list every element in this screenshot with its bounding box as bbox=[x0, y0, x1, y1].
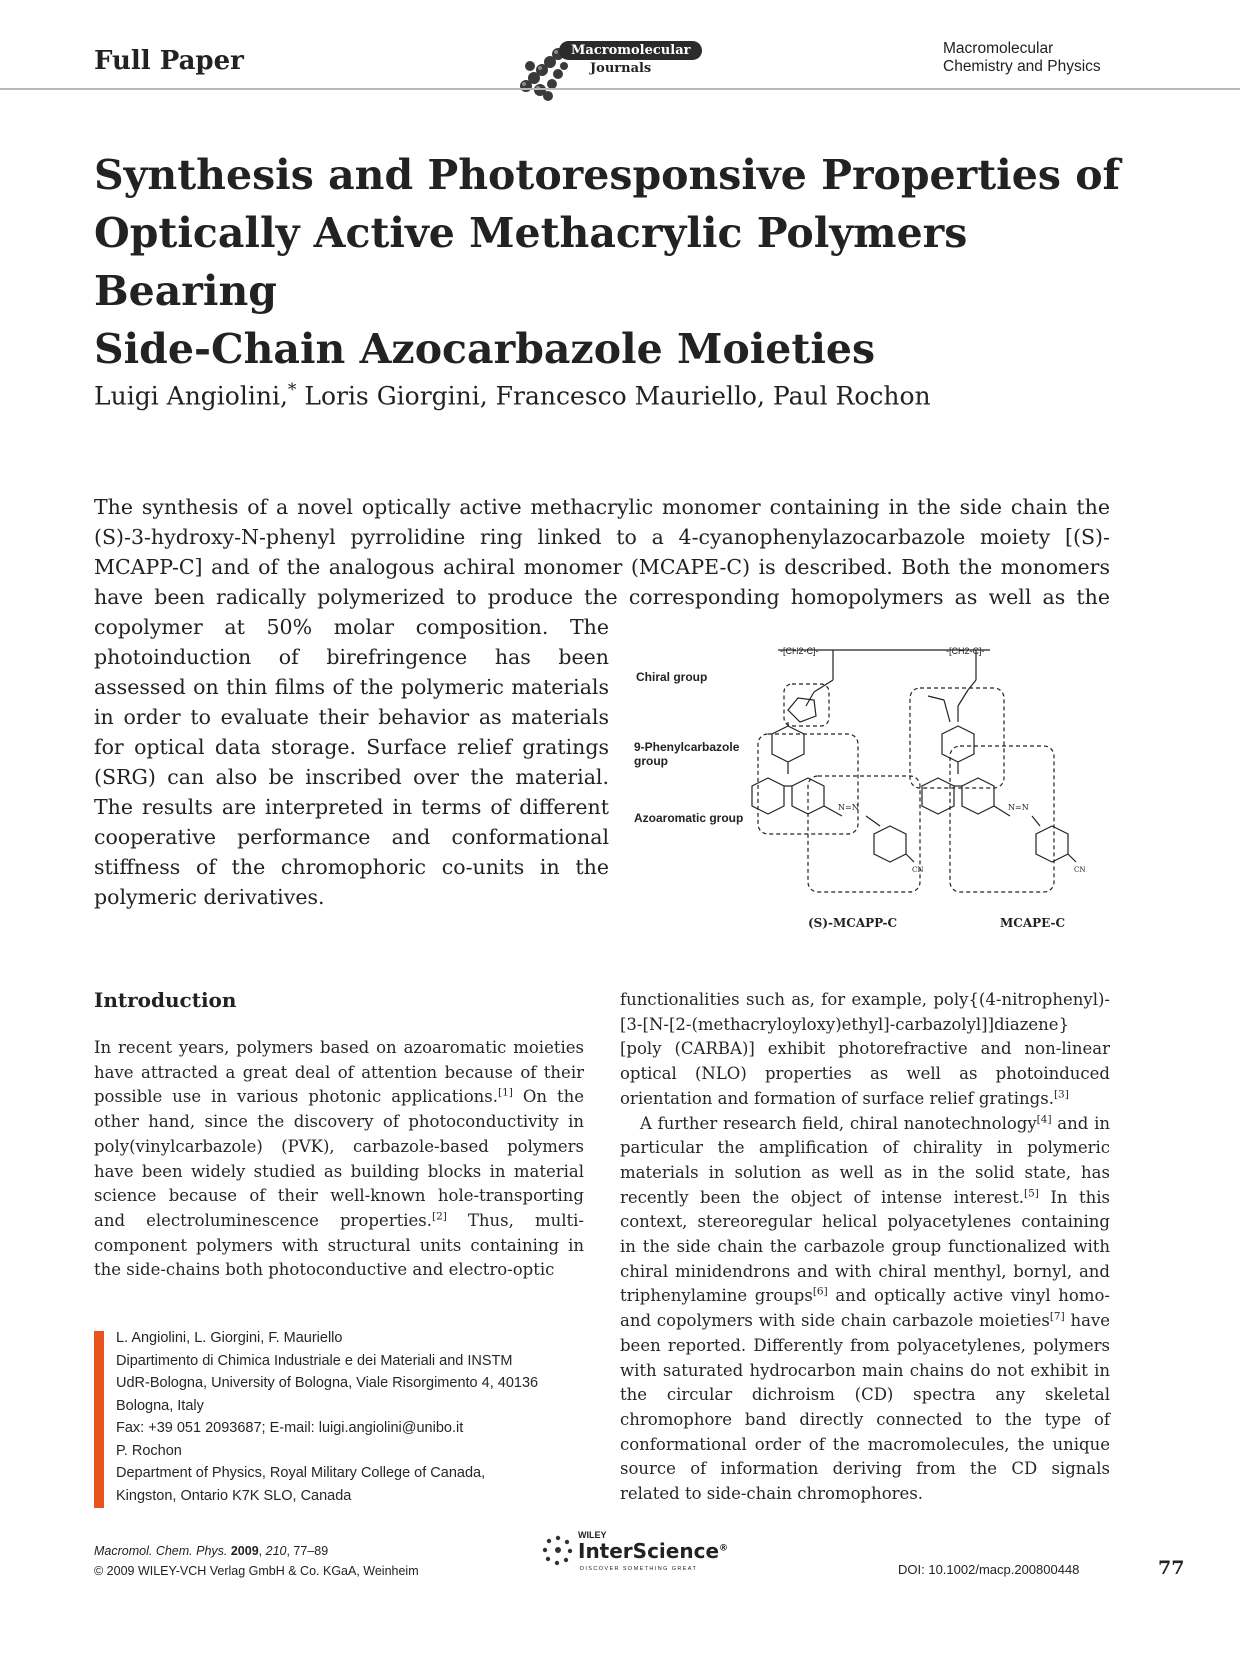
affiliation-contact: Fax: +39 051 2093687; E-mail: luigi.angiolini@unibo.it bbox=[116, 1420, 464, 1436]
intro-paragraph-1: In recent years, polymers based on azoaromatic moieties have attracted a great deal of attention because of their possible use in various photonic applications.[1] On the other hand, since the discovery of photoconductivity in poly(vinylcarbazole) (PVK), carbazole-based polymers have been widely studied as building blocks in material science because of their well-known hole-transporting and electroluminescence properties.[2] Thus, multi-component polymers with structural units containing in the side-chains both photoconductive and electro-optic bbox=[94, 1038, 585, 1280]
intro-paragraph-2: functionalities such as, for example, poly{(4-nitrophenyl)-[3-[N-[2-(methacryloyloxy)ethyl]-carbazolyl]]diazene} [poly (CARBA)] exhibit photorefractive and non-linear optical (NLO) properties as well as photoinduced orientation and formation of surface relief gratings.[3] bbox=[620, 990, 1110, 1108]
label-chiral-group: Chiral group bbox=[636, 670, 708, 684]
svg-text:-[CH2-C]-: -[CH2-C]- bbox=[946, 646, 985, 656]
introduction-right-column bbox=[620, 988, 1110, 1507]
svg-text:N=N: N=N bbox=[838, 803, 859, 812]
copyright: © 2009 WILEY-VCH Verlag GmbH & Co. KGaA, Weinheim bbox=[94, 1564, 419, 1578]
affiliation-line: L. Angiolini, L. Giorgini, F. Mauriello bbox=[116, 1330, 343, 1346]
citation-pages: , 77–89 bbox=[286, 1544, 329, 1558]
citation-volume: 210 bbox=[265, 1544, 287, 1558]
article-title bbox=[94, 146, 1154, 378]
label-phenylcarbazole-group bbox=[634, 740, 739, 768]
author-first: Luigi Angiolini, bbox=[94, 381, 288, 411]
wiley-globe-icon bbox=[540, 1532, 576, 1568]
journal-name-line2: Chemistry and Physics bbox=[943, 58, 1101, 75]
author-rest: Loris Giorgini, Francesco Mauriello, Paul Rochon bbox=[296, 381, 931, 411]
interscience-label: InterScience® bbox=[578, 1539, 729, 1563]
svg-text:CN: CN bbox=[1074, 866, 1086, 874]
title-line-2: Optically Active Methacrylic Polymers Bearing bbox=[94, 209, 968, 315]
affiliation-line: Bologna, Italy bbox=[116, 1397, 204, 1414]
wiley-interscience-logo bbox=[540, 1530, 730, 1580]
label-phenylcarbazole-line2: group bbox=[634, 754, 668, 768]
logo-text-journals: Journals bbox=[590, 61, 652, 76]
affiliation-line: UdR-Bologna, University of Bologna, Viale Risorgimento 4, 40136 bbox=[116, 1375, 539, 1391]
svg-text:CN: CN bbox=[912, 866, 924, 874]
svg-text:-[CH2-C]-: -[CH2-C]- bbox=[780, 646, 819, 656]
abstract-line-3: MCAPP-C] and of the analogous achiral monomer (MCAPE-C) is described. Both the monomers bbox=[94, 555, 1110, 579]
label-azoaromatic-group: Azoaromatic group bbox=[634, 811, 744, 825]
header-rule bbox=[0, 88, 1240, 90]
intro-paragraph-3: A further research field, chiral nanotechnology[4] and in particular the amplification of chirality in polymeric materials in solution as well as in the solid state, has recently been the object of intense interest.[5] In this context, stereoregular helical polyacetylenes containing in the side chain the carbazole group functionalized with chiral minidendrons and with chiral menthyl, bornyl, and triphenylamine groups[6] and optically active vinyl homo- and copolymers with side chain carbazole moieties[7] have been reported. Differently from polyacetylenes, polymers with saturated hydrocarbon main chains do not exhibit in the circular dichroism (CD) spectra any skeletal chromophore band directly connected to the type of conformational order of the macromolecules, the unique source of information deriving from the CD signals related to side-chain chromophores. bbox=[620, 1113, 1111, 1504]
caption-mcapp-c: (S)-MCAPP-C bbox=[808, 916, 898, 930]
affiliation-line: Kingston, Ontario K7K SLO, Canada bbox=[116, 1487, 352, 1504]
author-list bbox=[94, 380, 931, 410]
corresponding-author-mark: * bbox=[287, 380, 297, 400]
citation-journal: Macromol. Chem. Phys. bbox=[94, 1544, 228, 1558]
introduction-left-column bbox=[94, 1036, 584, 1283]
abstract-line-4: have been radically polymerized to produce the corresponding homopolymers as well as the bbox=[94, 585, 1110, 609]
title-line-3: Side-Chain Azocarbazole Moieties bbox=[94, 325, 876, 373]
toc-graphic bbox=[628, 626, 1118, 942]
journal-name bbox=[943, 40, 1101, 76]
affiliation-block bbox=[116, 1327, 616, 1507]
footer-citation: Macromol. Chem. Phys. 2009, 210, 77–89 © 2009 WILEY-VCH Verlag GmbH & Co. KGaA, Weinheim bbox=[94, 1541, 419, 1581]
title-line-1: Synthesis and Photoresponsive Properties of bbox=[94, 151, 1121, 199]
affiliation-line: Department of Physics, Royal Military College of Canada, bbox=[116, 1465, 486, 1481]
journal-name-line1: Macromolecular bbox=[943, 40, 1054, 57]
affiliation-accent-bar bbox=[94, 1331, 104, 1508]
caption-mcape-c: MCAPE-C bbox=[1000, 916, 1066, 930]
label-phenylcarbazole-line1: 9-Phenylcarbazole bbox=[634, 740, 740, 754]
logo-text-macromolecular: Macromolecular bbox=[559, 41, 702, 60]
abstract-line-2: (S)-3-hydroxy-N-phenyl pyrrolidine ring linked to a 4-cyanophenylazocarbazole moiety [(S)- bbox=[94, 525, 1110, 549]
citation-year: 2009 bbox=[230, 1544, 259, 1558]
page-number: 77 bbox=[1158, 1557, 1185, 1579]
abstract-narrow-text: copolymer at 50% molar composition. The photoinduction of birefringence has been assessed on thin films of the polymeric materials in order to evaluate their behavior as materials for optical data storage. Surface relief gratings (SRG) can also be inscribed over the material. The results are interpreted in terms of different cooperative performance and conformational stiffness of the chromophoric co-units in the polymeric derivatives. bbox=[94, 615, 609, 909]
affiliation-line: P. Rochon bbox=[116, 1442, 182, 1459]
doi: DOI: 10.1002/macp.200800448 bbox=[898, 1562, 1080, 1577]
wiley-tagline: DISCOVER SOMETHING GREAT bbox=[580, 1566, 698, 1572]
introduction-heading: Introduction bbox=[94, 988, 237, 1012]
wiley-label: WILEY bbox=[578, 1530, 607, 1540]
section-label: Full Paper bbox=[94, 46, 244, 76]
svg-text:N=N: N=N bbox=[1008, 803, 1029, 812]
affiliation-line: Dipartimento di Chimica Industriale e dei Materiali and INSTM bbox=[116, 1352, 513, 1369]
abstract-line-1: The synthesis of a novel optically active methacrylic monomer containing in the side chain the bbox=[94, 495, 1110, 519]
macromolecular-journals-logo bbox=[512, 36, 712, 106]
